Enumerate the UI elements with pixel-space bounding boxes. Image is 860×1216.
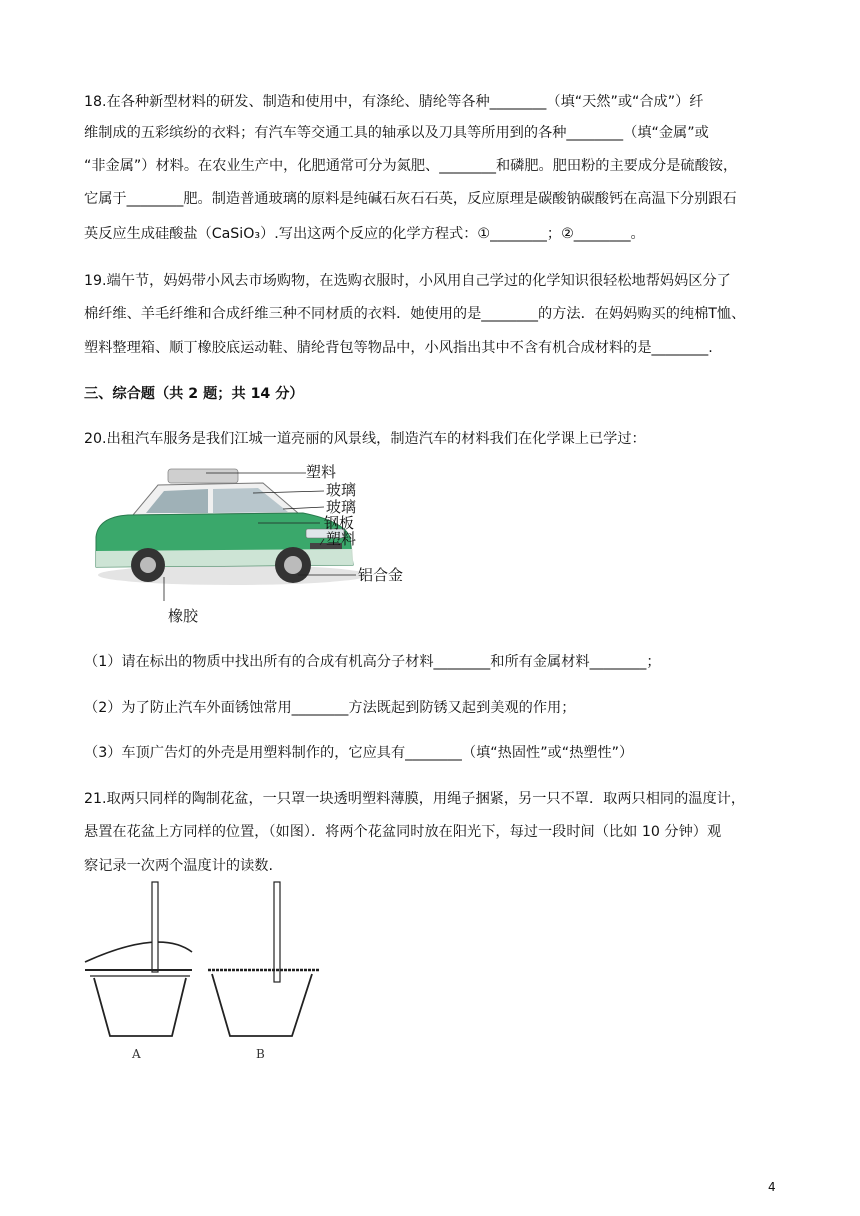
label-rubber: 橡胶 <box>168 607 199 625</box>
roof-ad-light <box>168 469 238 483</box>
q19-line-3: 塑料整理箱、顺丁橡胶底运动鞋、腈纶背包等物品中，小风指出其中不含有机合成材料的是________. <box>84 340 713 356</box>
q19-line-1: 19.端午节，妈妈带小风去市场购物，在选购衣服时，小风用自己学过的化学知识很轻松地帮妈妈区分了 <box>84 273 731 289</box>
pot-a <box>85 882 192 1061</box>
q18-line-3: “非金属”）材料。在农业生产中，化肥通常可分为氮肥、________和磷肥。肥田粉的主要成分是硫酸铵， <box>84 158 738 174</box>
pot-b-body <box>212 974 312 1036</box>
q18-line-4: 它属于________肥。制造普通玻璃的原料是纯碱石灰石石英，反应原理是碳酸钠碳酸钙在高温下分别跟石 <box>84 191 737 207</box>
q20-sub-3: （3）车顶广告灯的外壳是用塑料制作的，它应具有________（填“热固性”或“热塑性”） <box>84 745 634 761</box>
label-glass-1: 玻璃 <box>326 481 357 499</box>
rear-hub <box>140 557 156 573</box>
q20-sub-1: （1）请在标出的物质中找出所有的合成有机高分子材料________和所有金属材料________； <box>84 654 661 670</box>
thermometer-a <box>152 882 158 972</box>
label-plastic-bottom: 塑料 <box>326 530 357 548</box>
q20-stem: 20.出租汽车服务是我们江城一道亮丽的风景线，制造汽车的材料我们在化学课上已学过： <box>84 431 646 447</box>
label-a: A <box>132 1047 141 1061</box>
q18-line-5: 英反应生成硅酸盐（CaSiO₃）.写出这两个反应的化学方程式：①________；②________。 <box>84 226 645 242</box>
q18-line-2: 维制成的五彩缤纷的衣料；有汽车等交通工具的轴承以及刀具等所用到的各种________（填“金属”或 <box>84 125 709 141</box>
label-glass-2: 玻璃 <box>326 498 357 516</box>
taxi-figure <box>88 455 418 630</box>
page-number: 4 <box>768 1180 776 1194</box>
flowerpot-figure <box>80 880 340 1065</box>
q20-sub-2: （2）为了防止汽车外面锈蚀常用________方法既起到防锈又起到美观的作用； <box>84 700 576 716</box>
label-b: B <box>256 1047 265 1061</box>
q19-line-2: 棉纤维、羊毛纤维和合成纤维三种不同材质的衣料．她使用的是________的方法．在妈妈购买的纯棉T恤、 <box>84 306 746 322</box>
label-aluminum-alloy: 铝合金 <box>358 566 404 584</box>
q21-line-1: 21.取两只同样的陶制花盆，一只罩一块透明塑料薄膜，用绳子捆紧，另一只不罩．取两只相同的温度计， <box>84 791 746 807</box>
label-steel-plate: 钢板 <box>324 514 355 532</box>
plastic-film-dome <box>85 942 192 962</box>
section-3-title: 三、综合题（共 2 题；共 14 分） <box>84 386 304 402</box>
pot-a-body <box>94 978 186 1036</box>
label-plastic-top: 塑料 <box>306 463 337 481</box>
pot-b <box>208 882 320 1061</box>
front-hub <box>284 556 302 574</box>
q21-line-3: 察记录一次两个温度计的读数. <box>84 858 273 874</box>
q18-line-1: 18.在各种新型材料的研发、制造和使用中，有涤纶、腈纶等各种________（填“天然”或“合成”）纤 <box>84 94 704 110</box>
q21-line-2: 悬置在花盆上方同样的位置，（如图）．将两个花盆同时放在阳光下，每过一段时间（比如 10 分钟）观 <box>84 824 722 840</box>
thermometer-b <box>274 882 280 982</box>
